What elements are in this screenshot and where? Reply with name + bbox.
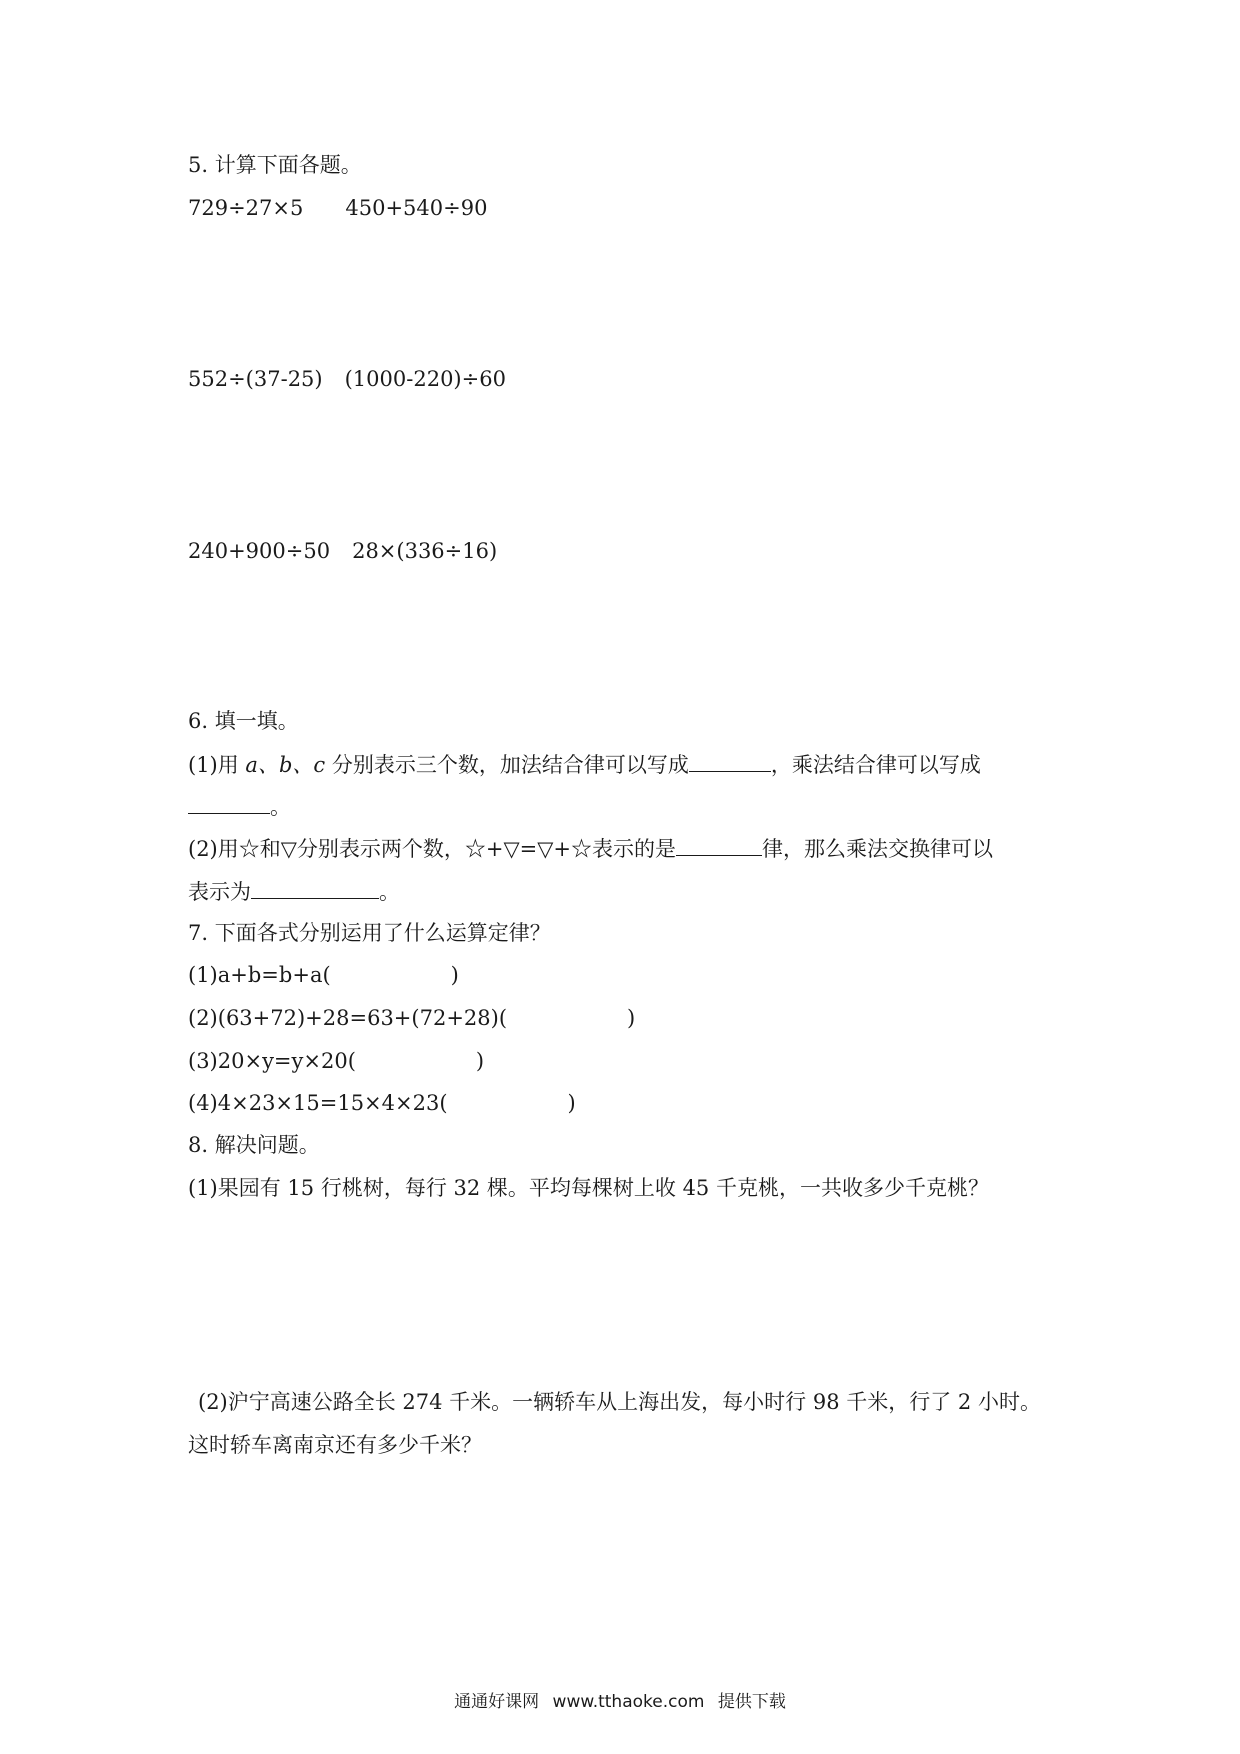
- q7-heading: 7. 下面各式分别运用了什么运算定律？: [188, 921, 551, 945]
- page-footer: [0, 1690, 1240, 1714]
- q7-item-4: (4)4×23×15=15×4×23( ): [188, 1091, 576, 1115]
- q5-expr-4: (1000-220)÷60: [344, 367, 506, 391]
- answer-blank[interactable]: [188, 791, 270, 814]
- q6-variables: a、b、c: [245, 753, 326, 777]
- answer-blank[interactable]: [251, 876, 379, 899]
- q7-item-3: (3)20×y=y×20( ): [188, 1049, 485, 1073]
- answer-blank[interactable]: [689, 749, 771, 772]
- footer-suffix: 提供下载: [717, 1692, 786, 1712]
- q6-part-1: (1)用 a、b、c 分别表示三个数，加法结合律可以写成 ，乘法结合律可以写成: [188, 749, 981, 780]
- answer-blank[interactable]: [676, 833, 762, 856]
- q5-expr-6: 28×(336÷16): [352, 539, 498, 563]
- q7-item-2: (2)(63+72)+28=63+(72+28)( ): [188, 1006, 636, 1030]
- q8-problem-2: (2)沪宁高速公路全长 274 千米。一辆轿车从上海出发，每小时行 98 千米，行了 2 小时。: [198, 1390, 1041, 1414]
- footer-url[interactable]: www.tthaoke.com: [552, 1692, 705, 1712]
- footer-site-name: 通通好课网: [454, 1692, 540, 1712]
- q6-part-2: (2)用☆和▽分别表示两个数，☆+▽=▽+☆表示的是 律，那么乘法交换律可以: [188, 833, 993, 864]
- q6-part-1-cont: 。: [188, 791, 291, 822]
- q8-heading: 8. 解决问题。: [188, 1133, 320, 1157]
- q6-part-2-cont: 表示为 。: [188, 876, 400, 907]
- q8-problem-1: (1)果园有 15 行桃树，每行 32 棵。平均每棵树上收 45 千克桃，一共收多少千克桃？: [188, 1176, 989, 1200]
- q5-heading: 5. 计算下面各题。: [188, 153, 362, 177]
- q6-heading: 6. 填一填。: [188, 709, 299, 733]
- q5-row-1: [188, 193, 487, 223]
- q5-row-2: [188, 364, 506, 394]
- q5-expr-5: 240+900÷50: [188, 539, 331, 563]
- q8-problem-2-cont: 这时轿车离南京还有多少千米？: [188, 1433, 482, 1457]
- q5-expr-1: 729÷27×5: [188, 196, 304, 220]
- q5-expr-2: 450+540÷90: [345, 196, 488, 220]
- q7-item-1: (1)a+b=b+a( ): [188, 963, 459, 987]
- q5-expr-3: 552÷(37-25): [188, 367, 323, 391]
- q5-row-3: [188, 536, 497, 566]
